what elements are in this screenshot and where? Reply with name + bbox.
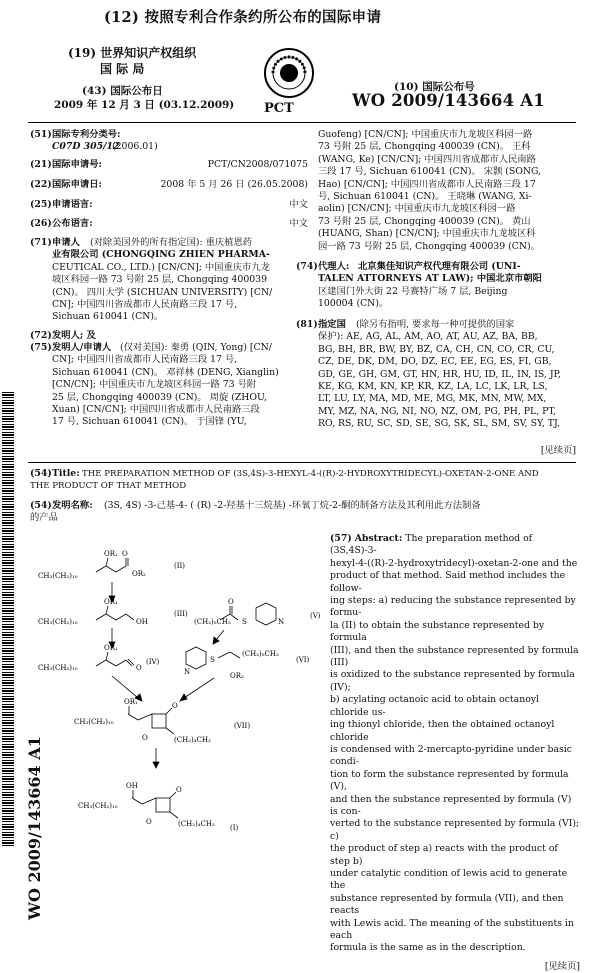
title-zh: 的产品: [30, 512, 58, 524]
formula-text: (CH₂)₅CH₃: [242, 650, 279, 658]
formula-text: OR₁: [104, 550, 118, 558]
pub-date: 2009 年 12 月 3 日 (03.12.2009): [54, 99, 235, 111]
title-zh: (3S, 4S) -3-己基-4- ( (R) -2-羟基十三烷基) -环氧丁烷-2-酮的制备方法及其利用此方法制备: [104, 500, 481, 511]
agent-text: 北京集佳知识产权代理有限公司 (UNI-: [358, 261, 521, 272]
formula-text: CH₃(CH₂)₁₀: [38, 618, 78, 626]
field-num: (57): [330, 533, 352, 544]
designated-states: MY, MZ, NA, NG, NI, NO, NZ, OM, PG, PH, PL, PT,: [318, 405, 557, 417]
filing-date: 2008 年 5 月 26 日 (26.05.2008): [160, 179, 308, 190]
inventor-cont: 73 号附 25 层, Chongqing 400039 (CN)。 王科: [318, 141, 531, 153]
designated-states: KE, KG, KM, KN, KP, KR, KZ, LA, LC, LK, LR, LS,: [318, 381, 548, 392]
field-label: 代理人:: [318, 261, 350, 272]
designated-states: LT, LU, LY, MA, MD, ME, MG, MK, MN, MW, MX,: [318, 393, 547, 405]
biblio-left: [30, 129, 308, 459]
field-label: 申请人: [52, 237, 80, 248]
inventor-text: CN]; 中国四川省成都市人民南路三段 17 号,: [52, 354, 238, 366]
formula-text: OH: [136, 618, 148, 626]
field-num: (51): [30, 129, 52, 140]
continued-note: [见续页]: [540, 445, 576, 456]
application-number: PCT/CN2008/071075: [207, 159, 308, 170]
abstract-text: tion to form the substance represented by formula (V),: [330, 768, 569, 793]
formula-text: O: [142, 734, 148, 742]
field-num: (22): [30, 179, 52, 190]
vertical-pub-number: WO 2009/143664 A1: [25, 736, 44, 920]
formula-text: OR₂: [132, 570, 146, 578]
inventor-cont: 号, Sichuan 610041 (CN)。 王晓琳 (WANG, Xi-: [318, 191, 532, 203]
formula-label: (V): [310, 612, 321, 620]
field-num: (26): [30, 218, 52, 229]
abstract-text: b) acylating octanoic acid to obtain octanoyl chloride us-: [330, 694, 540, 718]
publication-language: 中文: [289, 218, 308, 229]
applicant-text: (CN)。 四川大学 (SICHUAN UNIVERSITY) [CN/: [52, 286, 273, 298]
applicant-text: 业有限公司 (CHONGQING ZHIEN PHARMA-: [52, 249, 270, 261]
designated-states: 保护): AE, AG, AL, AM, AO, AT, AU, AZ, BA, BB,: [318, 331, 538, 343]
filing-language: 中文: [289, 199, 308, 210]
applicant-text: (对除美国外的所有指定国): 重庆植恩药: [90, 237, 253, 248]
formula-label: (I): [230, 824, 239, 832]
title-section: [30, 468, 580, 528]
formula-text: OR₁: [124, 698, 138, 706]
formula-text: N: [278, 618, 285, 626]
field-label: 发明人; 及: [52, 330, 96, 341]
inventor-cont: 三段 17 号, Sichuan 610041 (CN)。 宋颢 (SONG,: [318, 166, 542, 178]
inventor-text: (仅对美国): 秦勇 (QIN, Yong) [CN/: [120, 342, 272, 353]
ipc-date: (2006.01): [112, 141, 158, 152]
agent-text: TALEN ATTORNEYS AT LAW); 中国北京市朝阳: [318, 273, 542, 285]
formula-text: O: [122, 550, 128, 558]
formula-label: (VII): [234, 722, 251, 730]
abstract-text: formula is the same as in the description.: [330, 942, 526, 954]
abstract-text: under catalytic condition of lewis acid to generate the: [330, 867, 568, 892]
formula-text: OR₁: [104, 598, 118, 606]
pub-no: WO 2009/143664 A1: [352, 91, 545, 110]
ipc-class: C07D 305/12: [52, 141, 120, 152]
designated-states: CZ, DE, DK, DM, DO, DZ, EC, EE, EG, ES, FI, GB,: [318, 356, 552, 368]
formula-text: OR₂: [230, 672, 244, 680]
formula-label: (VI): [296, 656, 310, 664]
inventor-cont: Guofeng) [CN/CN]; 中国重庆市九龙坡区科园一路: [318, 129, 533, 140]
designated-states: BG, BH, BR, BW, BY, BZ, CA, CH, CN, CO, CR, CU,: [318, 343, 555, 355]
formula-text: O: [146, 818, 152, 826]
designated-states: (除另有指明, 要求每一种可提供的国家: [356, 319, 515, 330]
title-en: THE PREPARATION METHOD OF (3S,4S)-3-HEXYL-4-((R)-2-HYDROXYTRIDECYL)-OXETAN-2-ONE AND: [82, 469, 539, 479]
formula-text: N: [184, 668, 191, 676]
applicant-text: CEUTICAL CO., LTD.) [CN/CN]; 中国重庆市九龙: [52, 261, 270, 273]
field-label: 发明人/申请人: [52, 342, 112, 353]
formula-text: CH₃(CH₂)₁₀: [74, 718, 114, 726]
field-label: 发明名称:: [52, 500, 93, 511]
formula-label: (II): [174, 562, 185, 570]
abstract-text: the product of step a) reacts with the product of step b): [330, 843, 558, 867]
field-label: 国际申请号:: [52, 159, 102, 170]
pub-no-label: (10) 国际公布号: [394, 81, 475, 93]
abstract-text: hexyl-4-((R)-2-hydroxytridecyl)-oxetan-2-one and the: [330, 557, 578, 569]
abstract-text: verted to the substance represented by formula (VI); c): [330, 818, 580, 842]
inventor-text: 25 层, Chongqing 400039 (CN)。 周旋 (ZHOU,: [52, 391, 267, 403]
wipo-bureau: 国 际 局: [100, 62, 145, 76]
pub-date-label: (43) 国际公布日: [82, 85, 163, 97]
formula-text: CH₃(CH₂)₁₀: [38, 664, 78, 672]
applicant-text: Sichuan 610041 (CN)。: [52, 311, 164, 323]
field-label: Title:: [52, 468, 80, 479]
formula-text: S: [210, 656, 215, 664]
formula-text: O: [136, 664, 142, 672]
field-label: 申请语言:: [52, 199, 93, 210]
inventor-cont: (WANG, Ke) [CN/CN]; 中国四川省成都市人民南路: [318, 153, 536, 165]
formula-text: (CH₂)₅CH₃: [194, 618, 231, 626]
field-num: (21): [30, 159, 52, 170]
abstract-text: with Lewis acid. The meaning of the substituents in each: [330, 917, 574, 941]
field-label: 公布语言:: [52, 218, 93, 229]
formula-text: S: [242, 618, 247, 626]
formula-text: O: [176, 786, 182, 794]
inventor-cont: Hao) [CN/CN]; 中国四川省成都市人民南路三段 17: [318, 178, 536, 190]
abstract-text: la (II) to obtain the substance represented by formula: [330, 619, 545, 644]
field-num: (75): [30, 342, 52, 353]
field-num: (54): [30, 500, 52, 511]
formula-label: (III): [174, 610, 188, 618]
formula-text: O: [228, 598, 234, 606]
inventor-text: 17 号, Sichuan 610041 (CN)。 于国锋 (YU,: [52, 416, 247, 428]
abstract: [330, 533, 580, 972]
wipo-seal-icon: [263, 47, 315, 99]
field-label: 指定国: [318, 319, 346, 330]
field-num: (71): [30, 237, 52, 248]
reaction-scheme: [34, 528, 326, 840]
inventor-cont: 73 号附 25 层, Chongqing 400039 (CN)。 黄山: [318, 215, 531, 227]
abstract-text: ing thionyl chloride, then the obtained octanoyl chloride: [330, 719, 555, 743]
agent-text: 区建国门外大街 22 号赛特广场 7 层, Beijing: [318, 285, 508, 297]
inventor-text: Xuan) [CN/CN]; 中国四川省成都市人民南路三段: [52, 404, 260, 415]
inventor-cont: (HUANG, Shan) [CN/CN]; 中国重庆市九龙坡区科: [318, 228, 536, 240]
barcode: [2, 392, 14, 847]
applicant-text: CN]; 中国四川省成都市人民南路三段 17 号,: [52, 299, 238, 310]
agent-text: 100004 (CN)。: [318, 298, 389, 310]
formula-label: (IV): [146, 658, 160, 666]
inventor-text: Sichuan 610041 (CN)。 邓祥林 (DENG, Xianglin): [52, 366, 279, 378]
abstract-text: (III), and then the substance represented by formula (III): [330, 644, 579, 669]
abstract-text: The preparation method of (3S,4S)-3-: [330, 533, 533, 557]
abstract-text: substance represented by formula (VII), and then reacts: [330, 892, 564, 917]
inventor-cont: 园一路 73 号附 25 层, Chongqing 400039 (CN)。: [318, 240, 540, 252]
field-label: Abstract:: [354, 533, 403, 544]
field-num: (54): [30, 468, 52, 479]
abstract-text: ing steps: a) reducing the substance represented by formu-: [330, 595, 576, 619]
designated-states: RO, RS, RU, SC, SD, SE, SG, SK, SL, SM, SV, SY, TJ,: [318, 418, 561, 430]
field-label: 国际专利分类号:: [52, 129, 121, 140]
field-num: (81): [296, 319, 318, 330]
formula-text: OH: [126, 782, 138, 790]
field-label: 国际申请日:: [52, 179, 102, 190]
formula-text: O: [172, 702, 178, 710]
abstract-text: is condensed with 2-mercapto-pyridine under basic condi-: [330, 743, 572, 768]
wipo-org: (19) 世界知识产权组织: [68, 46, 197, 60]
formula-text: (CH₂)₄CH₃: [174, 736, 211, 744]
pct-mark: PCT: [264, 101, 294, 116]
formula-text: CH₃(CH₂)₁₀: [38, 572, 78, 580]
formula-text: CH₃(CH₂)₁₀: [78, 802, 118, 810]
title-en: THE PRODUCT OF THAT METHOD: [30, 481, 187, 492]
field-num: (25): [30, 199, 52, 210]
applicant-text: 坡区科园一路 73 号附 25 层, Chongqing 400039: [52, 274, 268, 286]
abstract-text: and then the substance represented by formula (V) is con-: [330, 793, 572, 817]
abstract-text: is oxidized to the substance represented by formula (IV);: [330, 669, 575, 693]
inventor-cont: aolin) [CN/CN]; 中国重庆市九龙坡区科园一路: [318, 203, 516, 215]
inventor-text: [CN/CN]; 中国重庆市九龙坡区科园一路 73 号附: [52, 379, 257, 391]
formula-text: (CH₂)₄CH₃: [178, 820, 215, 828]
designated-states: GD, GE, GH, GM, GT, HN, HR, HU, ID, IL, IN, IS, JP,: [318, 368, 561, 380]
abstract-text: product of that method. Said method includes the follow-: [330, 570, 566, 594]
field-num: (74): [296, 261, 318, 272]
doc-title: (12) 按照专利合作条约所公布的国际申请: [104, 9, 382, 26]
formula-text: OR₁: [104, 644, 118, 652]
continued-note: [见续页]: [544, 960, 580, 972]
field-num: (72): [30, 330, 52, 341]
